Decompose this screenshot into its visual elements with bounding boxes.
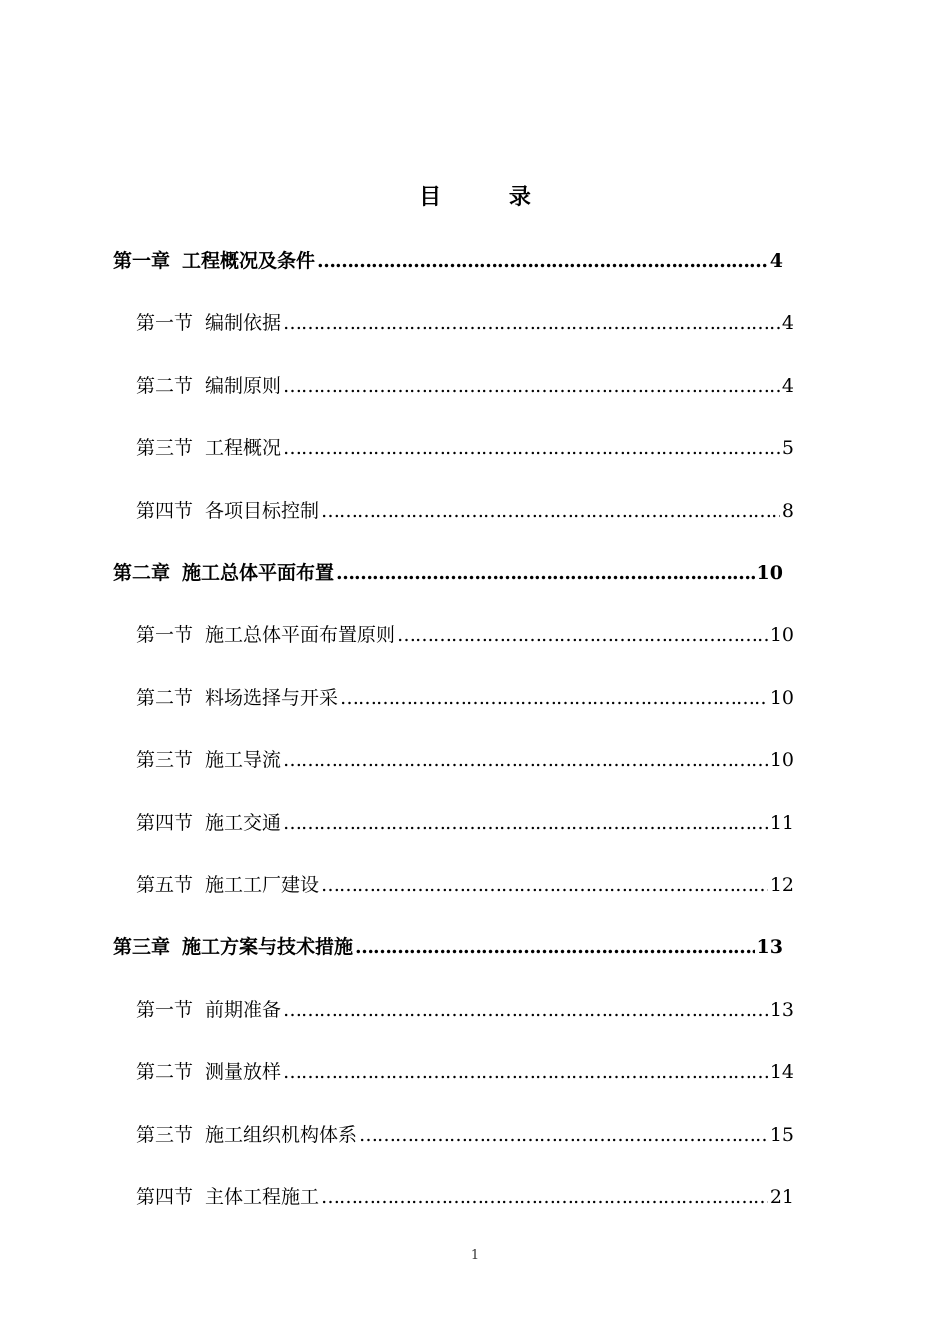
entry-page: 14 bbox=[769, 1061, 794, 1083]
entry-number: 第四节 bbox=[136, 812, 194, 834]
entry-number: 第五节 bbox=[136, 874, 194, 896]
entry-page: 4 bbox=[781, 375, 794, 397]
entry-title: 料场选择与开采 bbox=[205, 687, 339, 709]
entry-title: 前期准备 bbox=[205, 999, 282, 1021]
entry-number: 第一章 bbox=[113, 250, 171, 272]
dot-leader bbox=[283, 428, 780, 468]
entry-page: 10 bbox=[756, 562, 783, 584]
dot-leader bbox=[283, 366, 780, 406]
entry-number: 第二节 bbox=[136, 687, 194, 709]
entry-number: 第三节 bbox=[136, 1124, 194, 1146]
entry-page: 10 bbox=[769, 687, 794, 709]
dot-leader bbox=[321, 865, 768, 905]
entry-number: 第一节 bbox=[136, 624, 194, 646]
entry-number: 第三章 bbox=[113, 936, 171, 958]
toc-entry-section[interactable] bbox=[136, 740, 794, 780]
dot-leader bbox=[355, 927, 755, 967]
toc-entry-section[interactable] bbox=[136, 865, 794, 905]
dot-leader bbox=[321, 491, 780, 531]
dot-leader bbox=[283, 990, 768, 1030]
entry-title: 施工方案与技术措施 bbox=[182, 936, 354, 958]
toc-entry-section[interactable] bbox=[136, 303, 794, 343]
toc-entry-section[interactable] bbox=[136, 366, 794, 406]
dot-leader bbox=[336, 553, 755, 593]
entry-number: 第三节 bbox=[136, 437, 194, 459]
entry-title: 施工总体平面布置 bbox=[182, 562, 335, 584]
entry-title: 各项目标控制 bbox=[205, 500, 320, 522]
dot-leader bbox=[321, 1177, 768, 1217]
entry-number: 第一节 bbox=[136, 999, 194, 1021]
entry-page: 11 bbox=[769, 812, 794, 834]
entry-number: 第四节 bbox=[136, 500, 194, 522]
toc-entry-chapter-3[interactable] bbox=[113, 927, 783, 967]
entry-number: 第二节 bbox=[136, 375, 194, 397]
dot-leader bbox=[359, 1115, 768, 1155]
toc-entry-section[interactable] bbox=[136, 990, 794, 1030]
entry-page: 10 bbox=[769, 624, 794, 646]
entry-page: 13 bbox=[769, 999, 794, 1021]
entry-title: 测量放样 bbox=[205, 1061, 282, 1083]
entry-title: 施工工厂建设 bbox=[205, 874, 320, 896]
entry-page: 13 bbox=[756, 936, 783, 958]
entry-number: 第四节 bbox=[136, 1186, 194, 1208]
entry-page: 4 bbox=[769, 250, 783, 272]
toc-entry-section[interactable] bbox=[136, 1115, 794, 1155]
entry-title: 工程概况 bbox=[205, 437, 282, 459]
dot-leader bbox=[340, 678, 768, 718]
entry-title: 施工组织机构体系 bbox=[205, 1124, 358, 1146]
dot-leader bbox=[317, 241, 768, 281]
toc-entry-section[interactable] bbox=[136, 428, 794, 468]
entry-number: 第一节 bbox=[136, 312, 194, 334]
dot-leader bbox=[397, 615, 768, 655]
entry-page: 10 bbox=[769, 749, 794, 771]
entry-page: 21 bbox=[769, 1186, 794, 1208]
toc-entry-section[interactable] bbox=[136, 1177, 794, 1217]
toc-entry-section[interactable] bbox=[136, 491, 794, 531]
entry-number: 第二章 bbox=[113, 562, 171, 584]
toc-entry-section[interactable] bbox=[136, 678, 794, 718]
page-number: 1 bbox=[470, 1248, 480, 1263]
entry-title: 编制依据 bbox=[205, 312, 282, 334]
toc-entry-section[interactable] bbox=[136, 1052, 794, 1092]
toc-entry-chapter-2[interactable] bbox=[113, 553, 783, 593]
entry-page: 4 bbox=[781, 312, 794, 334]
dot-leader bbox=[283, 1052, 768, 1092]
entry-title: 施工交通 bbox=[205, 812, 282, 834]
entry-number: 第二节 bbox=[136, 1061, 194, 1083]
entry-page: 15 bbox=[769, 1124, 794, 1146]
entry-number: 第三节 bbox=[136, 749, 194, 771]
entry-page: 12 bbox=[769, 874, 794, 896]
entry-title: 施工导流 bbox=[205, 749, 282, 771]
toc-title: 目 录 bbox=[419, 184, 561, 210]
dot-leader bbox=[283, 803, 768, 843]
entry-title: 编制原则 bbox=[205, 375, 282, 397]
toc-entry-chapter-1[interactable] bbox=[113, 241, 783, 281]
entry-page: 8 bbox=[781, 500, 794, 522]
entry-title: 施工总体平面布置原则 bbox=[205, 624, 396, 646]
toc-entry-section[interactable] bbox=[136, 615, 794, 655]
entry-title: 工程概况及条件 bbox=[182, 250, 316, 272]
entry-page: 5 bbox=[781, 437, 794, 459]
dot-leader bbox=[283, 740, 768, 780]
dot-leader bbox=[283, 303, 780, 343]
toc-entry-section[interactable] bbox=[136, 803, 794, 843]
entry-title: 主体工程施工 bbox=[205, 1186, 320, 1208]
